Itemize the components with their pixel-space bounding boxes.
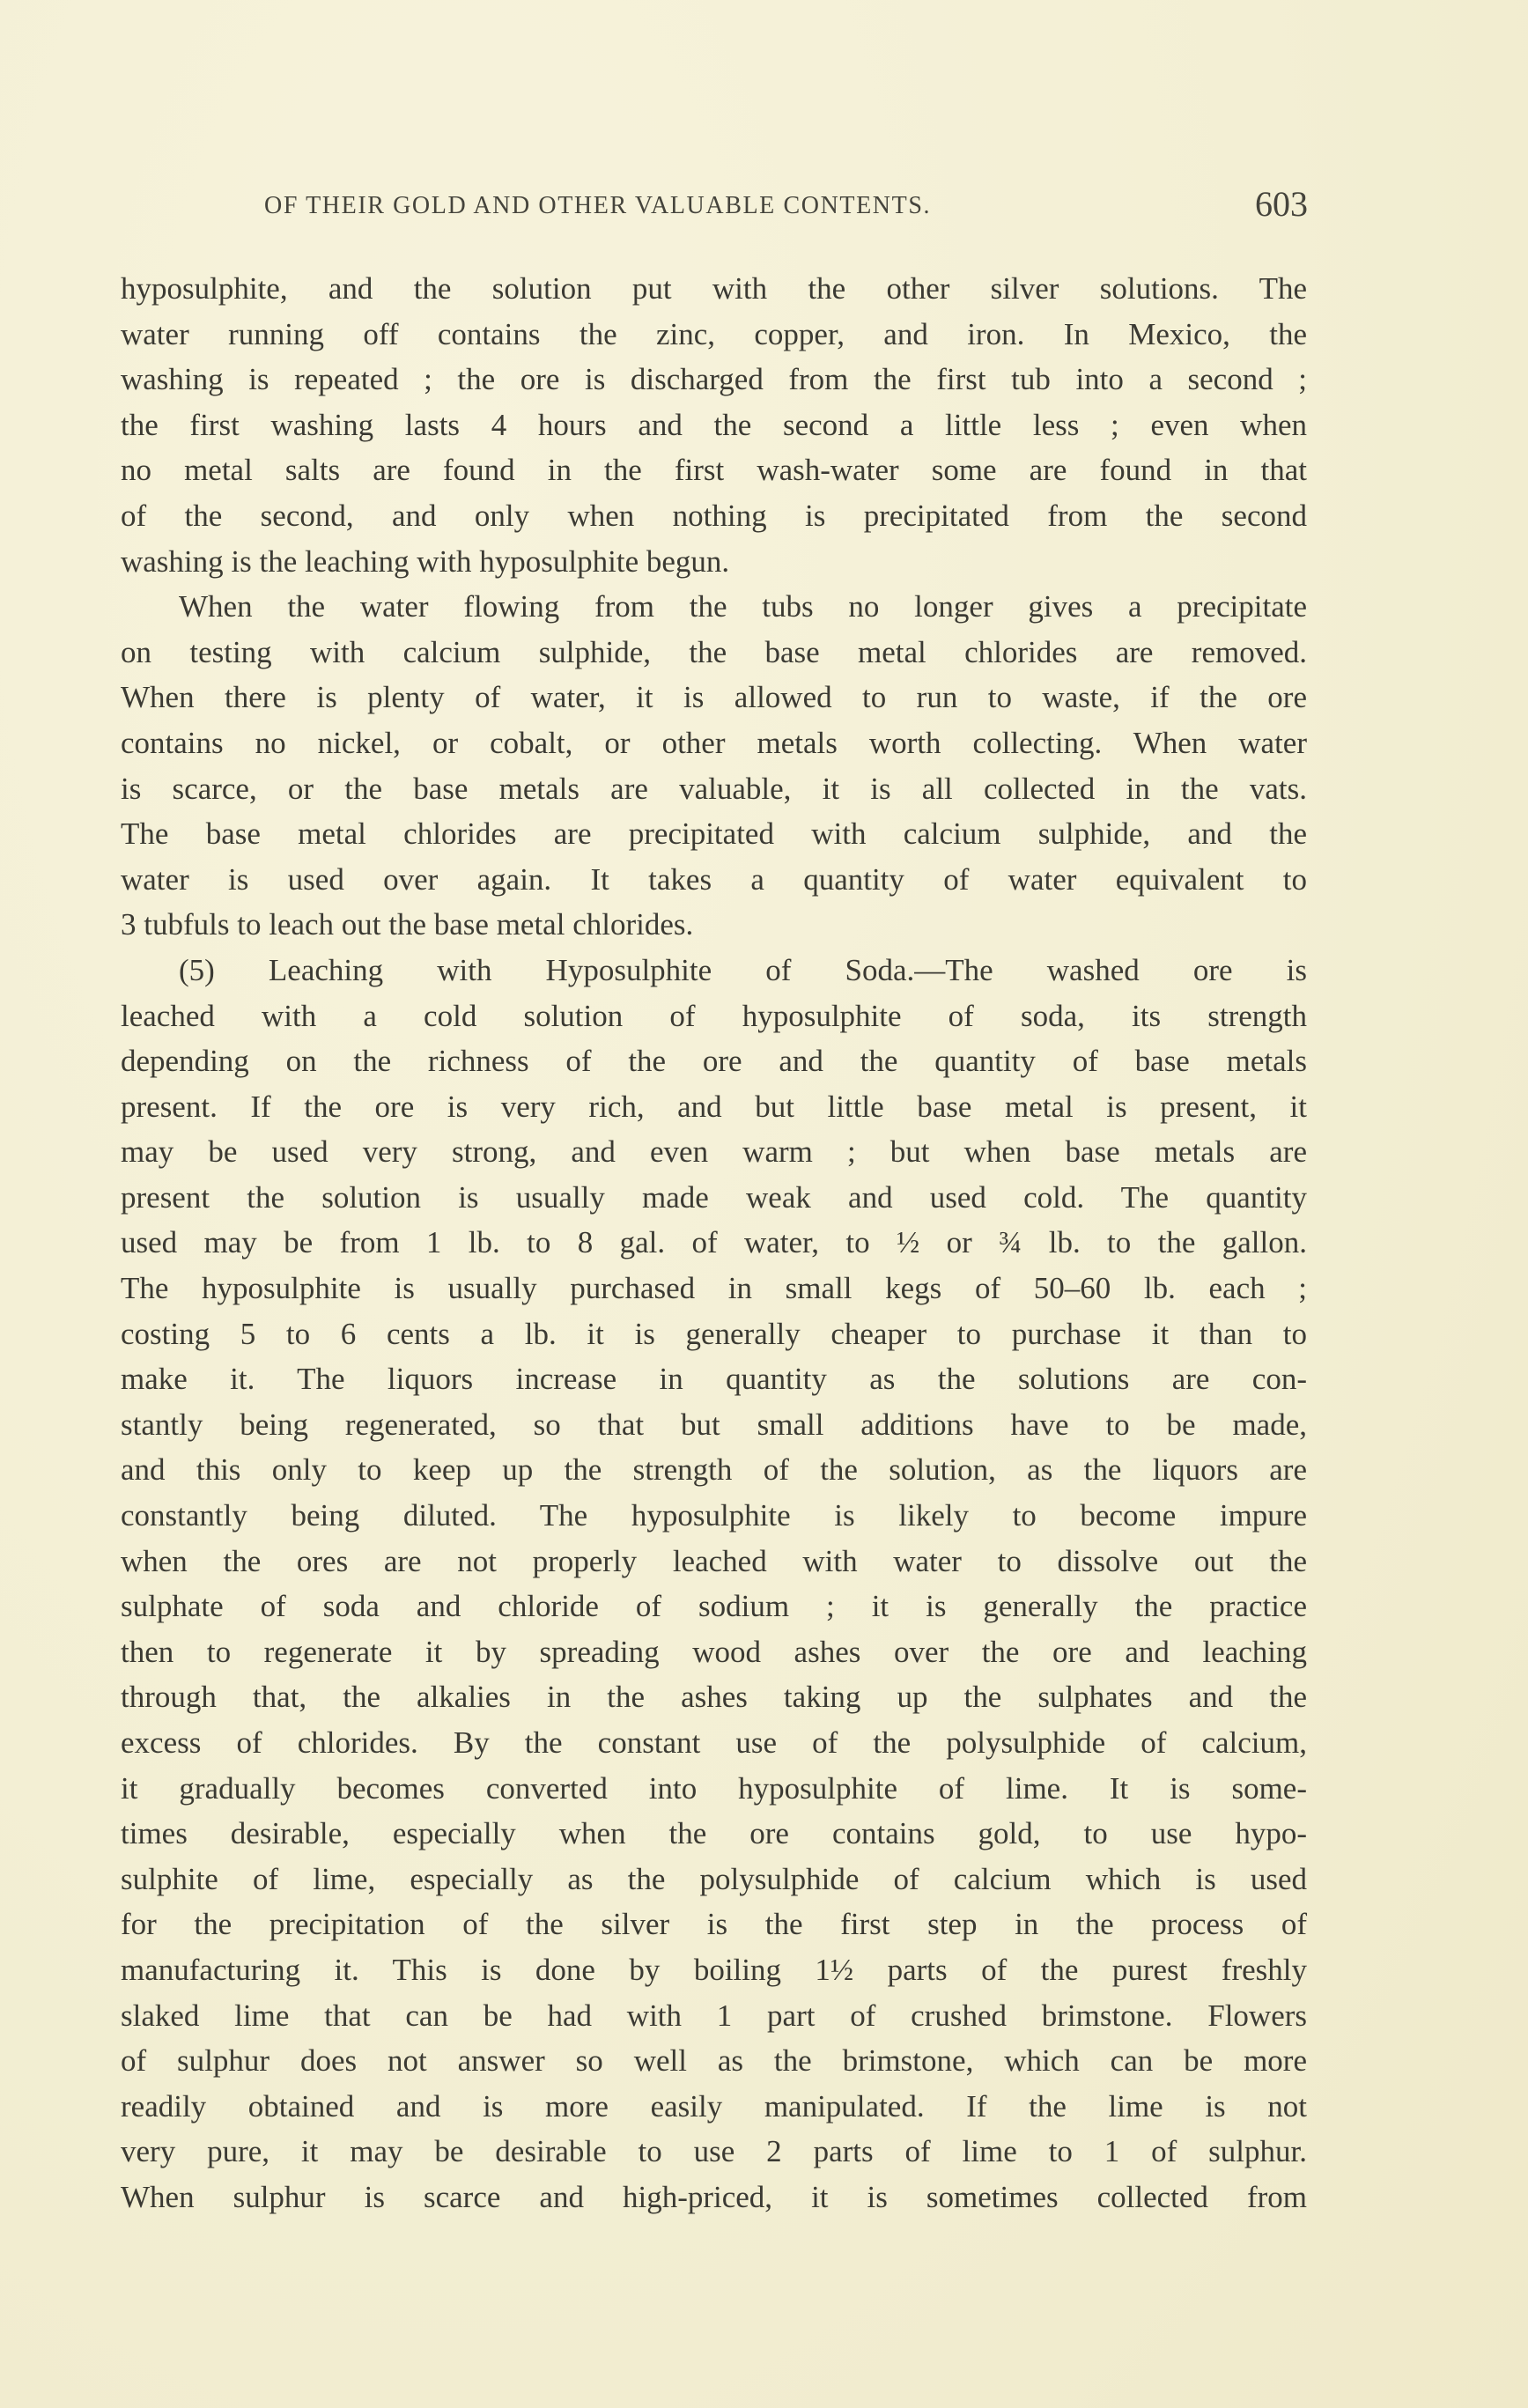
text-line: stantly being regenerated, so that but small additions have to be made,	[121, 1407, 1307, 1442]
text-line: make it. The liquors increase in quantity as the solutions are con-	[121, 1362, 1307, 1397]
text-line: times desirable, especially when the ore contains gold, to use hypo-	[121, 1816, 1307, 1851]
text-line: used may be from 1 lb. to 8 gal. of water, to ½ or ¾ lb. to the gallon.	[121, 1225, 1307, 1260]
text-line: no metal salts are found in the first wash-water some are found in that	[121, 453, 1307, 488]
text-line: water is used over again. It takes a quantity of water equivalent to	[121, 861, 1307, 897]
text-line: leached with a cold solution of hyposulphite of soda, its strength	[121, 998, 1307, 1033]
paragraph-first-line: (5) Leaching with Hyposulphite of Soda.—The washed ore is	[179, 952, 1307, 987]
paragraph-first-line: When the water flowing from the tubs no longer gives a precipitate	[179, 589, 1307, 624]
text-line: readily obtained and is more easily manipulated. If the lime is not	[121, 2088, 1307, 2124]
text-line: 3 tubfuls to leach out the base metal chlorides.	[121, 907, 694, 942]
text-line: of the second, and only when nothing is precipitated from the second	[121, 498, 1307, 533]
text-line: manufacturing it. This is done by boiling 1½ parts of the purest freshly	[121, 1952, 1307, 1987]
text-line: sulphite of lime, especially as the polysulphide of calcium which is used	[121, 1861, 1307, 1896]
text-line: constantly being diluted. The hyposulphite is likely to become impure	[121, 1498, 1307, 1533]
text-line: it gradually becomes converted into hyposulphite of lime. It is some-	[121, 1770, 1307, 1806]
text-line: When there is plenty of water, it is allowed to run to waste, if the ore	[121, 680, 1307, 715]
text-line: when the ores are not properly leached with water to dissolve out the	[121, 1543, 1307, 1578]
text-line: The hyposulphite is usually purchased in small kegs of 50–60 lb. each ;	[121, 1271, 1307, 1306]
text-line: very pure, it may be desirable to use 2 parts of lime to 1 of sulphur.	[121, 2134, 1307, 2169]
text-line: the first washing lasts 4 hours and the second a little less ; even when	[121, 407, 1307, 442]
text-line: is scarce, or the base metals are valuable, it is all collected in the vats.	[121, 771, 1307, 806]
text-line: washing is the leaching with hyposulphite begun.	[121, 543, 730, 579]
text-line: costing 5 to 6 cents a lb. it is generally cheaper to purchase it than to	[121, 1316, 1307, 1351]
text-line: sulphate of soda and chloride of sodium ; it is generally the practice	[121, 1589, 1307, 1624]
text-line: water running off contains the zinc, copper, and iron. In Mexico, the	[121, 316, 1307, 351]
text-line: then to regenerate it by spreading wood ashes over the ore and leaching	[121, 1634, 1307, 1669]
running-head	[264, 184, 1308, 231]
text-line: on testing with calcium sulphide, the base metal chlorides are removed.	[121, 634, 1307, 669]
text-line: When sulphur is scarce and high-priced, it is sometimes collected from	[121, 2179, 1307, 2214]
text-line: may be used very strong, and even warm ; but when base metals are	[121, 1134, 1307, 1170]
text-line: depending on the richness of the ore and the quantity of base metals	[121, 1044, 1307, 1079]
text-line: present. If the ore is very rich, and but little base metal is present, it	[121, 1089, 1307, 1124]
text-line: slaked lime that can be had with 1 part of crushed brimstone. Flowers	[121, 1998, 1307, 2033]
text-line: for the precipitation of the silver is the first step in the process of	[121, 1907, 1307, 1942]
text-line: through that, the alkalies in the ashes taking up the sulphates and the	[121, 1680, 1307, 1715]
body-text	[121, 266, 1307, 2220]
running-head-title: OF THEIR GOLD AND OTHER VALUABLE CONTENTS.	[264, 192, 932, 219]
text-line: contains no nickel, or cobalt, or other metals worth collecting. When water	[121, 725, 1307, 760]
text-line: of sulphur does not answer so well as the brimstone, which can be more	[121, 2043, 1307, 2079]
text-line: hyposulphite, and the solution put with the other silver solutions. The	[121, 271, 1307, 306]
text-line: The base metal chlorides are precipitated with calcium sulphide, and the	[121, 816, 1307, 852]
page-number: 603	[1255, 184, 1308, 224]
text-line: excess of chlorides. By the constant use of the polysulphide of calcium,	[121, 1725, 1307, 1760]
text-line: washing is repeated ; the ore is discharged from the first tub into a second ;	[121, 362, 1307, 397]
text-line: and this only to keep up the strength of the solution, as the liquors are	[121, 1452, 1307, 1488]
text-line: present the solution is usually made weak and used cold. The quantity	[121, 1179, 1307, 1215]
